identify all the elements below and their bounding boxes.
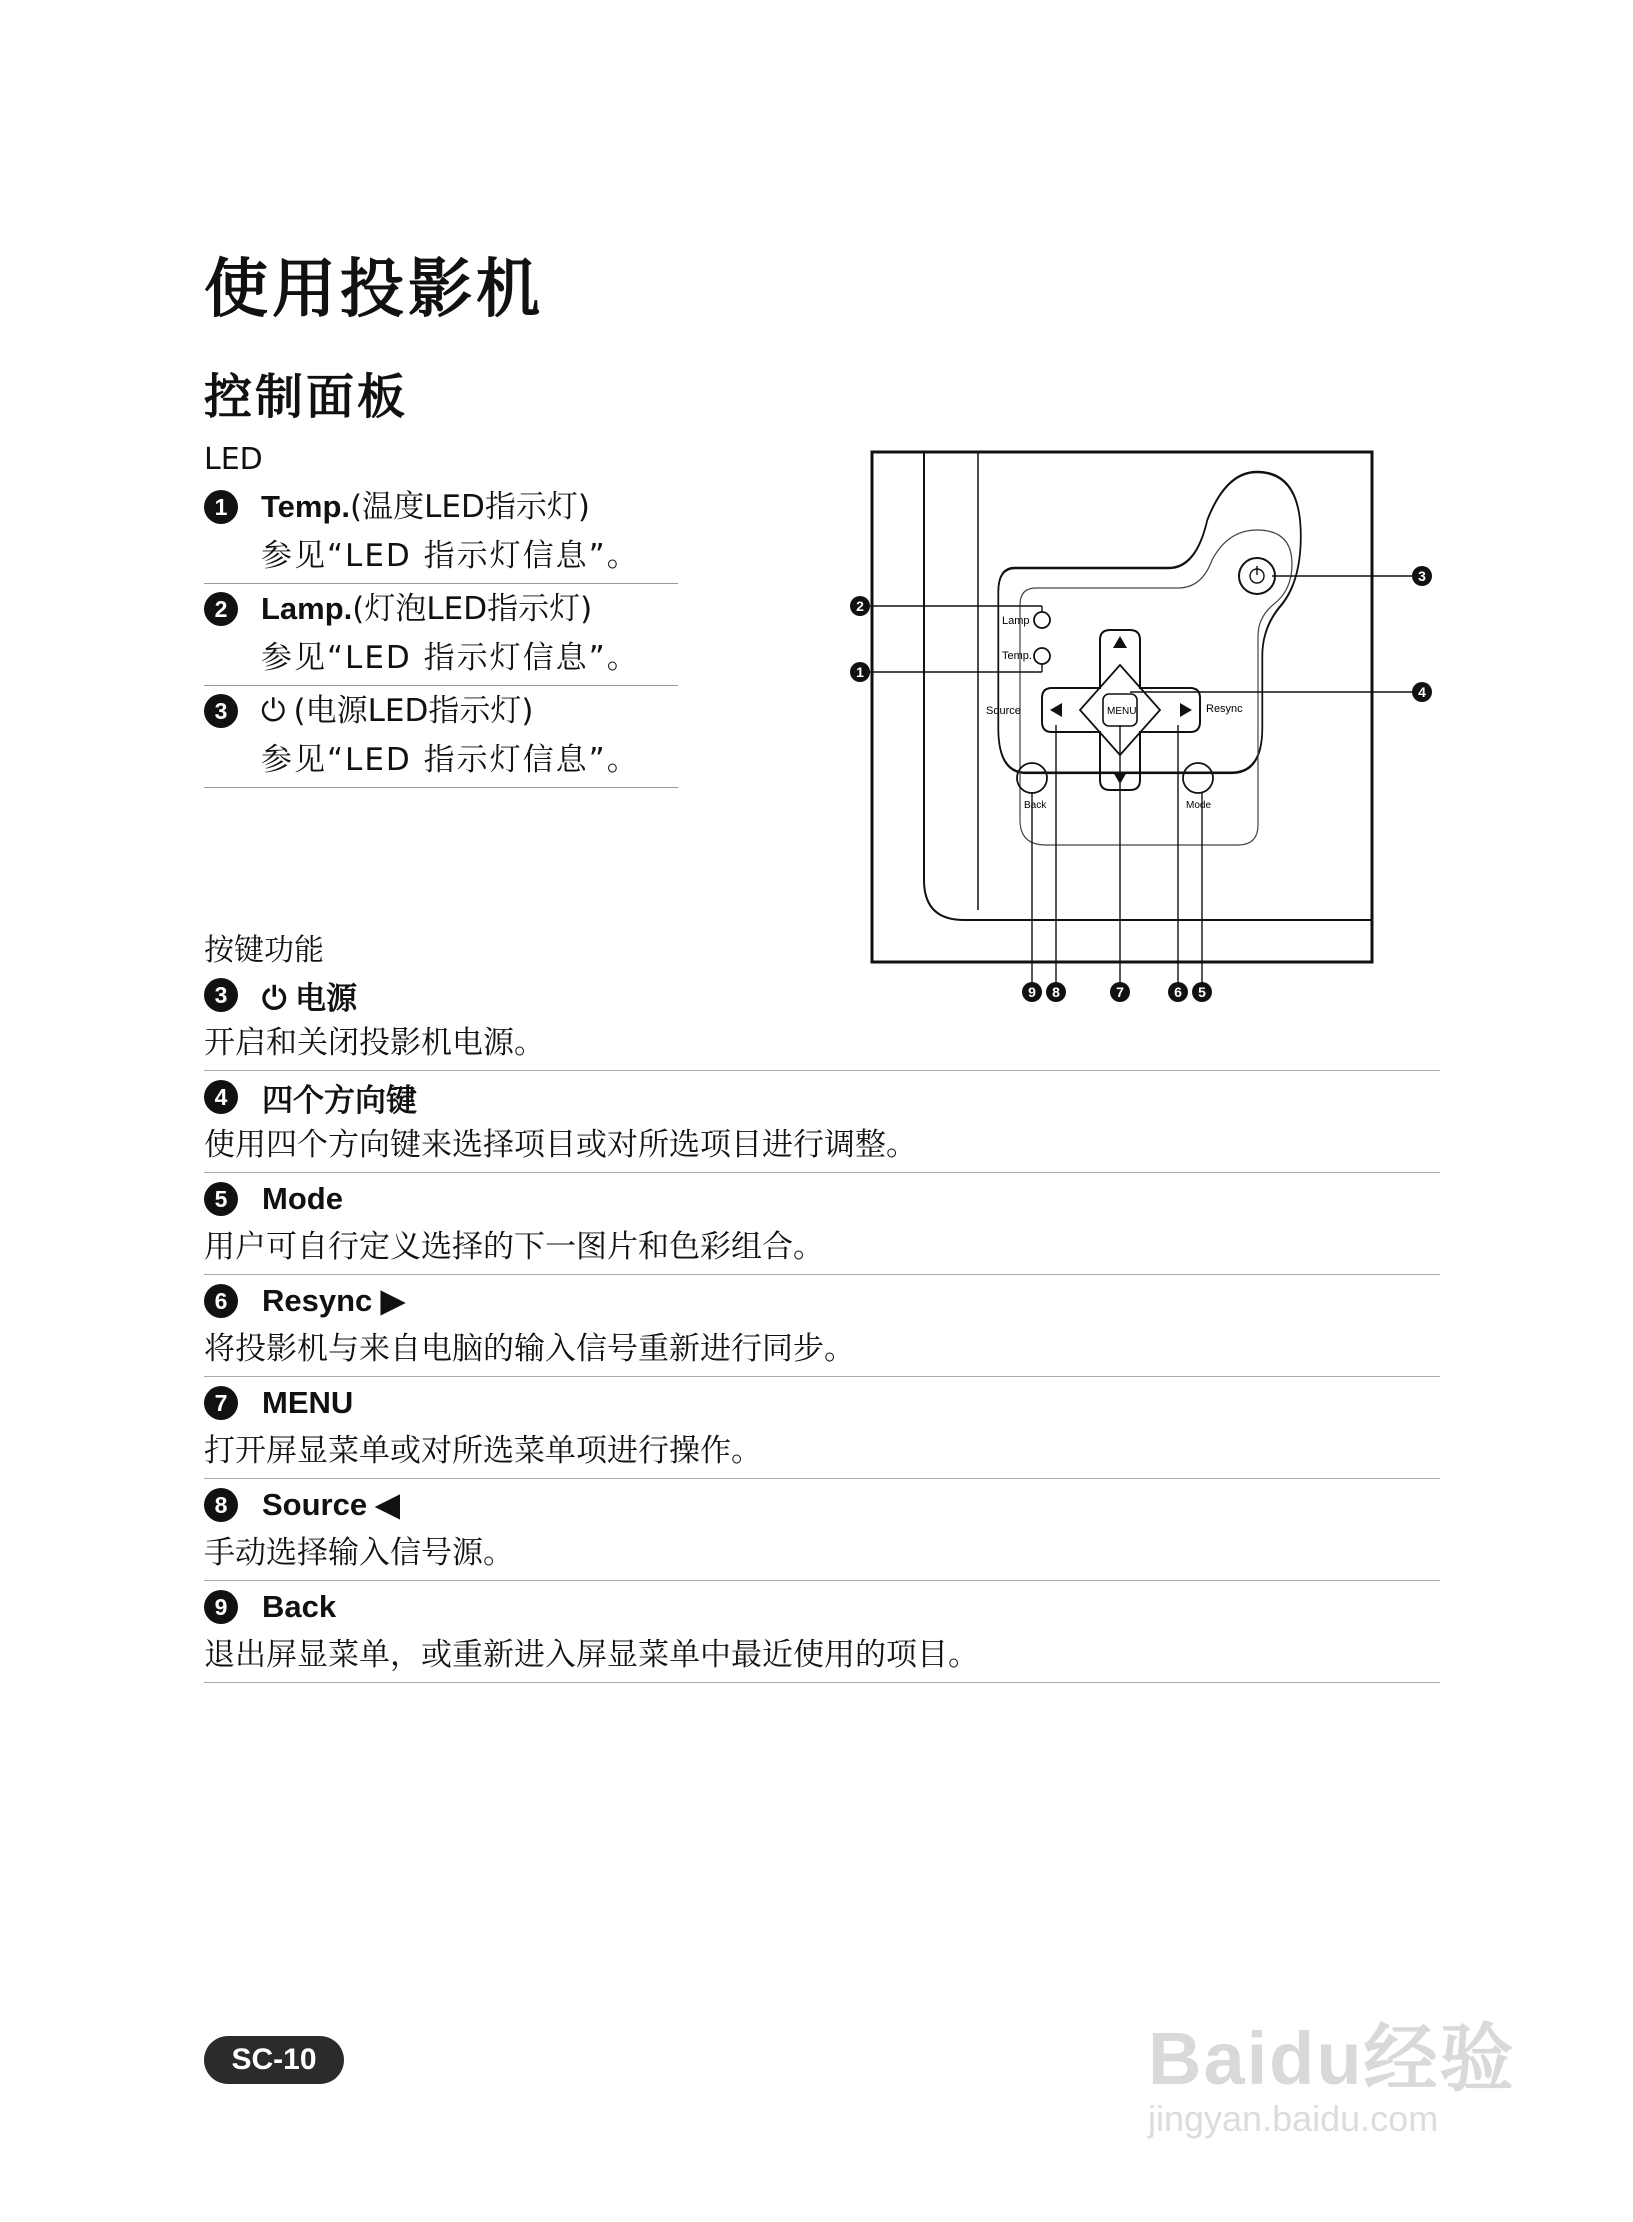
panel-edge <box>924 452 1372 920</box>
callout-4-text: 4 <box>1418 684 1426 700</box>
callout-7-text: 7 <box>1116 984 1124 1000</box>
key-desc: 手动选择输入信号源。 <box>204 1535 514 1571</box>
key-name: Mode <box>262 1181 343 1216</box>
key-item-back <box>204 1582 1440 1683</box>
led-desc: (灯泡LED指示灯) <box>352 591 593 627</box>
temp-led <box>1034 648 1050 664</box>
callout-badge: 3 <box>204 694 238 728</box>
callout-1-text: 1 <box>856 664 864 680</box>
page-number-badge: SC-10 <box>204 2036 344 2084</box>
key-item-mode <box>204 1174 1440 1275</box>
led-name: Temp. <box>261 489 350 524</box>
callout-badge: 6 <box>204 1284 238 1318</box>
led-ref: 参见“LED 指示灯信息”。 <box>204 633 678 686</box>
watermark-url: jingyan.baidu.com <box>1148 2098 1439 2139</box>
source-label: Source <box>986 705 1021 717</box>
up-arrow-icon <box>1113 636 1127 648</box>
section-title: 控制面板 <box>204 369 409 425</box>
key-desc: 退出屏显菜单，或重新进入屏显菜单中最近使用的项目。 <box>204 1637 979 1673</box>
control-panel-diagram <box>856 440 1460 1020</box>
power-icon: ⏻ <box>261 693 286 729</box>
led-item-power <box>204 687 678 788</box>
callout-5-text: 5 <box>1198 984 1206 1000</box>
callout-badge: 1 <box>204 490 238 524</box>
callout-6-text: 6 <box>1174 984 1182 1000</box>
led-item-temp <box>204 483 678 584</box>
watermark-logo: Baidu经验 <box>1148 2017 1516 2100</box>
key-item-resync <box>204 1276 1440 1377</box>
key-desc: 打开屏显菜单或对所选菜单项进行操作。 <box>204 1433 762 1469</box>
callout-badge: 2 <box>204 592 238 626</box>
key-name: ⏻ 电源 <box>262 980 358 1016</box>
key-name: Back <box>262 1589 337 1624</box>
led-ref: 参见“LED 指示灯信息”。 <box>204 531 678 584</box>
callout-badge: 7 <box>204 1386 238 1420</box>
mode-button <box>1183 763 1213 793</box>
page-title: 使用投影机 <box>204 253 544 327</box>
led-item-lamp <box>204 585 678 686</box>
led-heading: LED <box>204 442 263 477</box>
callout-badge: 5 <box>204 1182 238 1216</box>
menu-label: MENU <box>1107 706 1137 717</box>
right-arrow-icon <box>1180 703 1192 717</box>
callout-badge: 3 <box>204 978 238 1012</box>
key-item-menu <box>204 1378 1440 1479</box>
callout-8-text: 8 <box>1052 984 1060 1000</box>
callout-3-text: 3 <box>1418 568 1426 584</box>
key-name: Resync ▶ <box>262 1283 405 1318</box>
key-desc: 将投影机与来自电脑的输入信号重新进行同步。 <box>204 1331 855 1367</box>
callout-9-text: 9 <box>1028 984 1036 1000</box>
key-item-arrows <box>204 1072 1440 1173</box>
power-button <box>1239 558 1275 594</box>
led-ref: 参见“LED 指示灯信息”。 <box>204 735 678 788</box>
callout-badge: 8 <box>204 1488 238 1522</box>
callout-badge: 9 <box>204 1590 238 1624</box>
temp-label: Temp. <box>1002 650 1032 662</box>
key-desc: 用户可自行定义选择的下一图片和色彩组合。 <box>204 1229 824 1265</box>
back-label: Back <box>1024 800 1047 811</box>
back-button <box>1017 763 1047 793</box>
key-item-source <box>204 1480 1440 1581</box>
led-desc: (电源LED指示灯) <box>293 693 534 729</box>
key-name: Source ◀ <box>262 1487 400 1522</box>
led-name: Lamp. <box>261 591 353 626</box>
key-desc: 使用四个方向键来选择项目或对所选项目进行调整。 <box>204 1127 917 1163</box>
callout-2-text: 2 <box>856 598 864 614</box>
keys-heading: 按键功能 <box>204 933 324 968</box>
key-desc: 开启和关闭投影机电源。 <box>204 1025 545 1061</box>
lamp-led <box>1034 612 1050 628</box>
key-name: 四个方向键 <box>262 1082 417 1118</box>
resync-label: Resync <box>1206 703 1243 715</box>
mode-label: Mode <box>1186 800 1212 811</box>
callout-badge: 4 <box>204 1080 238 1114</box>
led-desc: (温度LED指示灯) <box>350 489 590 525</box>
left-arrow-icon <box>1050 703 1062 717</box>
key-name: MENU <box>262 1385 354 1420</box>
lamp-label: Lamp <box>1002 615 1030 627</box>
